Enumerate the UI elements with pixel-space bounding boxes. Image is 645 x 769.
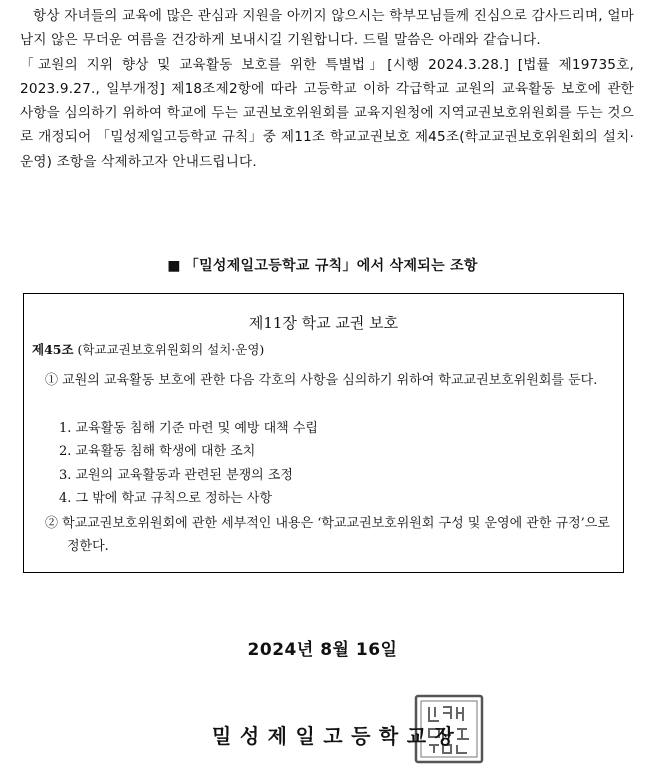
clause-2-text: ② 학교교권보호위원회에 관한 세부적인 내용은 ‘학교교권보호위원회 구성 및 운영에 관한 규정’으로 정한다. — [45, 516, 610, 554]
clause-2 — [45, 512, 620, 558]
list-item: 4. 그 밖에 학교 규칙으로 정하는 사항 — [59, 491, 273, 507]
section-title — [0, 255, 645, 275]
article-title: (학교교권보호위원회의 설치·운영) — [77, 342, 265, 357]
clause-1-text: ① 교원의 교육활동 보호에 관한 다음 각호의 사항을 심의하기 위하여 학교교권보호위원회를 둔다. — [45, 373, 598, 388]
list-item: 1. 교육활동 침해 기준 마련 및 예방 대책 수립 — [59, 421, 318, 436]
chapter-title: 제11장 학교 교권 보호 — [248, 314, 399, 332]
school-signature: 밀성제일고등학교장 — [212, 724, 463, 748]
intro-paragraph-1: 항상 자녀들의 교육에 많은 관심과 지원을 아끼지 않으시는 학부모님들께 진심으로 감사드리며, 얼마 남지 않은 무더운 여름을 건강하게 보내시길 기원합니다. 드릴 말씀은 아래와 같습니다. — [20, 8, 634, 49]
article-number: 제45조 — [32, 342, 74, 357]
intro-paragraph-2: 「교원의 지위 향상 및 교육활동 보호를 위한 특별법」[시행 2024.3.28.] [법률 제19735호, 2023.9.27., 일부개정] 제18조제2항에 따라 고등학교 이하 각급학교 교원의 교육활동 보호에 관한 사항을 심의하기 위하여 학교에 두는 교권보호위원회를 교육지원청에 지역교권보호위원회를 두는 것으로 개정되어 「밀성제일고등학교 규칙」중 제11조 학교교권보호 제45조(학교교권보호위원회의 설치·운영) 조항을 삭제하고자 안내드립니다. — [20, 56, 634, 170]
section-title-text: 「밀성제일고등학교 규칙」에서 삭제되는 조항 — [184, 258, 478, 274]
clause-items-list — [59, 417, 318, 511]
notice-date: 2024년 8월 16일 — [247, 640, 398, 660]
list-item: 3. 교원의 교육활동과 관련된 분쟁의 조정 — [59, 467, 293, 483]
square-bullet-icon: ■ — [167, 258, 181, 274]
intro-text — [20, 4, 634, 174]
clause-1 — [45, 369, 615, 392]
list-item: 2. 교육활동 침해 학생에 대한 조치 — [59, 444, 256, 460]
article-heading — [32, 340, 264, 358]
deleted-clause-box — [23, 293, 624, 573]
